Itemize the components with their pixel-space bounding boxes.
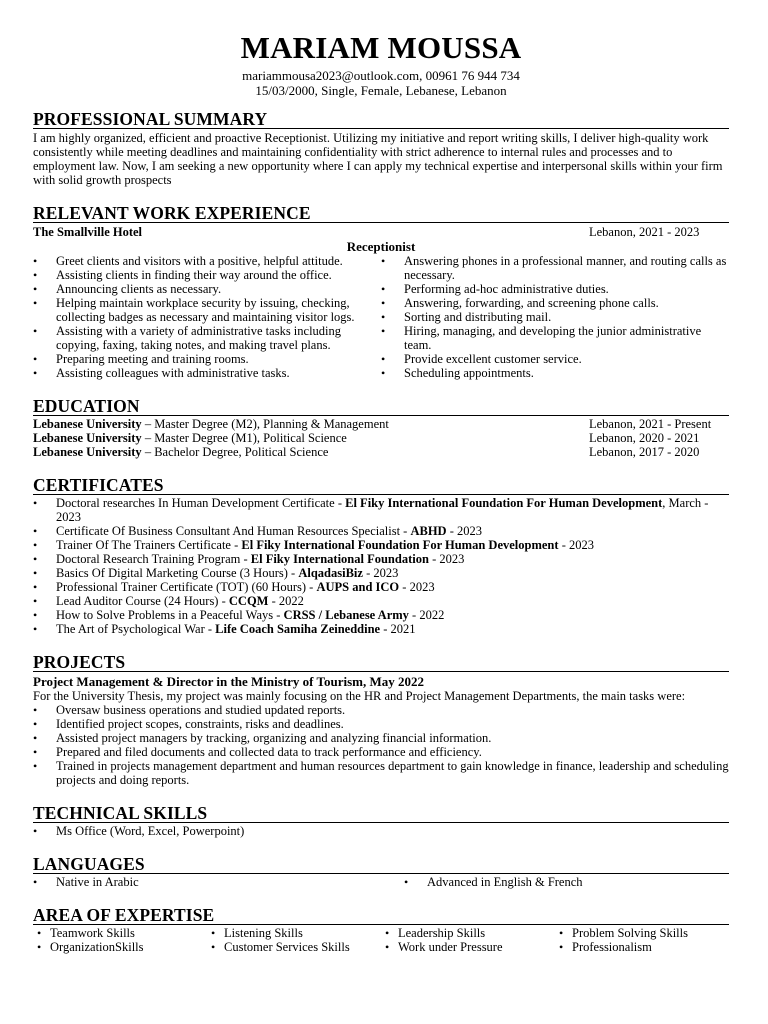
certificate-name: How to Solve Problems in a Peaceful Ways - xyxy=(56,608,284,622)
list-item: • Leadership Skills xyxy=(381,926,555,940)
list-item: • Scheduling appointments. xyxy=(381,366,729,380)
certificates-list xyxy=(33,496,729,636)
section-title: PROFESSIONAL SUMMARY xyxy=(33,111,729,129)
duties-right-list xyxy=(381,254,729,380)
list-item: • Advanced in English & French xyxy=(404,875,729,889)
list-item: • Assisting with a variety of administrative tasks including copying, faxing, taking notes, and making travel plans. xyxy=(33,324,367,352)
list-item: • Work under Pressure xyxy=(381,940,555,954)
section-title: CERTIFICATES xyxy=(33,477,729,495)
degree: – Master Degree (M1), Political Science xyxy=(141,431,347,445)
languages-section xyxy=(33,856,729,889)
list-item: • Provide excellent customer service. xyxy=(381,352,729,366)
certificate-date: - 2021 xyxy=(380,622,416,636)
experience-section xyxy=(33,205,729,380)
certificate-date: - 2023 xyxy=(428,552,465,566)
list-item xyxy=(33,566,729,580)
job-role: Receptionist xyxy=(346,239,416,254)
list-item xyxy=(33,496,729,524)
list-item xyxy=(33,552,729,566)
expertise-column xyxy=(555,926,729,954)
list-item: • Native in Arabic xyxy=(33,875,381,889)
job-duties xyxy=(33,254,729,380)
list-item: • Teamwork Skills xyxy=(33,926,207,940)
project-intro: For the University Thesis, my project was mainly focusing on the HR and Project Management Departments, the main tasks were: xyxy=(33,689,686,703)
expertise-column xyxy=(381,926,555,954)
summary-text: I am highly organized, efficient and proactive Receptionist. Utilizing my initiative and report writing skills, I deliver high-quality work consistently while meeting deadlines and maintaining confidentiality with strict adherence to internal rules and processes and to employment law. Now, I am seeking a new opportunity where I can apply my technical expertise and interpersonal skills within your firm with solid growth prospects xyxy=(33,131,723,187)
list-item xyxy=(33,622,729,636)
list-item: • Hiring, managing, and developing the junior administrative team. xyxy=(381,324,729,352)
resume-page xyxy=(33,28,729,954)
certificate-issuer: CCQM xyxy=(228,594,269,608)
education-entry xyxy=(33,431,729,445)
list-item: • Oversaw business operations and studied updated reports. xyxy=(33,703,729,717)
section-title: TECHNICAL SKILLS xyxy=(33,805,729,823)
certificate-issuer: CRSS / Lebanese Army xyxy=(283,608,409,622)
duties-left-list xyxy=(33,254,381,380)
education-dates: Lebanon, 2021 - Present xyxy=(589,417,712,431)
project-tasks-list xyxy=(33,703,729,787)
job-location-dates: Lebanon, 2021 - 2023 xyxy=(589,225,700,239)
list-item: • Prepared and filed documents and collected data to track performance and efficiency. xyxy=(33,745,729,759)
certificate-date: - 2023 xyxy=(558,538,594,552)
company-name: The Smallville Hotel xyxy=(33,225,143,239)
list-item: • Listening Skills xyxy=(207,926,381,940)
certificate-date: - 2022 xyxy=(268,594,304,608)
certificate-name: Doctoral Research Training Program - xyxy=(56,552,251,566)
education-entry xyxy=(33,445,729,459)
job-header xyxy=(33,225,729,239)
list-item: • Assisting colleagues with administrative tasks. xyxy=(33,366,367,380)
list-item: • Trained in projects management department and human resources department to gain knowledge in finance, leadership and scheduling projects and doing reports. xyxy=(33,759,729,787)
certificate-issuer: El Fiky International Foundation For Human Development xyxy=(241,538,559,552)
contact-line: mariammousa2023@outlook.com, 00961 76 944 734 xyxy=(242,68,520,83)
projects-section xyxy=(33,654,729,787)
section-title: EDUCATION xyxy=(33,398,729,416)
list-item: • Customer Services Skills xyxy=(207,940,381,954)
education-section xyxy=(33,398,729,459)
education-dates: Lebanon, 2017 - 2020 xyxy=(589,445,700,459)
technical-skills-list xyxy=(33,824,729,838)
certificate-issuer: AlqadasiBiz xyxy=(298,566,363,580)
school-name: Lebanese University xyxy=(33,431,142,445)
certificate-issuer: El Fiky International Foundation xyxy=(250,552,429,566)
certificate-name: The Art of Psychological War - xyxy=(56,622,216,636)
list-item: • Sorting and distributing mail. xyxy=(381,310,729,324)
certificate-name: Professional Trainer Certificate (TOT) (60 Hours) - xyxy=(56,580,317,594)
list-item: • Assisted project managers by tracking, organizing and analyzing financial information. xyxy=(33,731,729,745)
list-item: • Answering, forwarding, and screening phone calls. xyxy=(381,296,729,310)
list-item: • Assisting clients in finding their way around the office. xyxy=(33,268,367,282)
list-item xyxy=(33,594,729,608)
section-title: LANGUAGES xyxy=(33,856,729,874)
list-item xyxy=(33,580,729,594)
expertise-grid xyxy=(33,926,729,954)
list-item xyxy=(33,608,729,622)
expertise-column xyxy=(33,926,207,954)
expertise-column xyxy=(207,926,381,954)
list-item: • Performing ad-hoc administrative duties. xyxy=(381,282,729,296)
list-item: • Problem Solving Skills xyxy=(555,926,729,940)
languages-list xyxy=(33,875,729,889)
certificates-section xyxy=(33,477,729,636)
education-entry xyxy=(33,417,729,431)
list-item: • Greet clients and visitors with a positive, helpful attitude. xyxy=(33,254,367,268)
summary-section xyxy=(33,111,729,187)
candidate-name: MARIAM MOUSSA xyxy=(240,30,522,65)
certificate-issuer: Life Coach Samiha Zeineddine xyxy=(215,622,381,636)
certificate-name: Trainer Of The Trainers Certificate - xyxy=(56,538,242,552)
list-item: • Helping maintain workplace security by issuing, checking, collecting badges as necessary and maintaining visitor logs. xyxy=(33,296,367,324)
section-title: RELEVANT WORK EXPERIENCE xyxy=(33,205,729,223)
list-item: • Ms Office (Word, Excel, Powerpoint) xyxy=(33,824,729,838)
list-item: • Preparing meeting and training rooms. xyxy=(33,352,367,366)
degree: – Master Degree (M2), Planning & Management xyxy=(141,417,389,431)
list-item: • Professionalism xyxy=(555,940,729,954)
list-item: • Answering phones in a professional manner, and routing calls as necessary. xyxy=(381,254,729,282)
list-item: • OrganizationSkills xyxy=(33,940,207,954)
languages-left xyxy=(33,875,381,889)
certificate-date: - 2023 xyxy=(362,566,399,580)
personal-info-line: 15/03/2000, Single, Female, Lebanese, Lebanon xyxy=(255,83,507,98)
list-item xyxy=(33,524,729,538)
list-item: • Announcing clients as necessary. xyxy=(33,282,367,296)
certificate-name: Certificate Of Business Consultant And Human Resources Specialist - xyxy=(56,524,411,538)
certificate-name: Doctoral researches In Human Development Certificate - xyxy=(56,496,346,510)
certificate-date: - 2023 xyxy=(399,580,435,594)
certificate-name: Basics Of Digital Marketing Course (3 Hours) - xyxy=(56,566,299,580)
school-name: Lebanese University xyxy=(33,445,142,459)
certificate-issuer: ABHD xyxy=(410,524,447,538)
expertise-section xyxy=(33,907,729,954)
certificate-date: - 2023 xyxy=(446,524,483,538)
project-heading: Project Management & Director in the Ministry of Tourism, May 2022 xyxy=(33,674,425,689)
certificate-name: Lead Auditor Course (24 Hours) - xyxy=(56,594,229,608)
list-item xyxy=(33,538,729,552)
school-name: Lebanese University xyxy=(33,417,142,431)
certificate-date: , March - 2023 xyxy=(56,496,709,524)
degree: – Bachelor Degree, Political Science xyxy=(141,445,329,459)
list-item: • Identified project scopes, constraints, risks and deadlines. xyxy=(33,717,729,731)
certificate-date: - 2022 xyxy=(408,608,445,622)
section-title: PROJECTS xyxy=(33,654,729,672)
resume-header xyxy=(33,28,729,98)
certificate-issuer: El Fiky International Foundation For Human Development xyxy=(345,496,663,510)
section-title: AREA OF EXPERTISE xyxy=(33,907,729,925)
education-dates: Lebanon, 2020 - 2021 xyxy=(589,431,700,445)
certificate-issuer: AUPS and ICO xyxy=(316,580,400,594)
languages-right xyxy=(381,875,729,889)
technical-skills-section xyxy=(33,805,729,838)
